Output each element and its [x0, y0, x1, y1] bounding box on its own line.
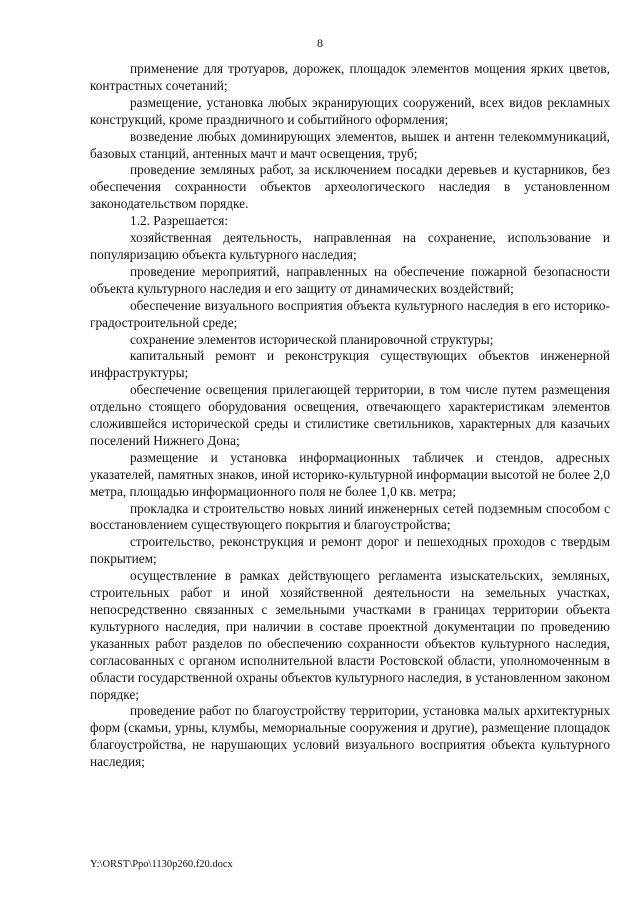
paragraph: осуществление в рамках действующего регламента изыскательских, земляных, строительных работ и иной хозяйственной деятельности на земельных участках, непосредственно связанных с земельными участками в границах территории объекта культурного наследия, при наличии в составе проектной документации по проведению указанных работ разделов по обеспечению сохранности объектов культурного наследия, согласованных с органом исполнительной власти Ростовской области, уполномоченным в области государственной охраны объектов культурного наследия, в установленном законом порядке; [90, 568, 610, 702]
paragraph: возведение любых доминирующих элементов, вышек и антенн телекоммуникаций, базовых станций, антенных мачт и мачт освещения, труб; [90, 128, 610, 161]
page-number: 8 [317, 36, 323, 50]
paragraph: капитальный ремонт и реконструкция существующих объектов инженерной инфраструктуры; [90, 348, 610, 381]
section-heading: 1.2. Разрешается: [130, 213, 229, 229]
paragraph: обеспечение освещения прилегающей территории, в том числе путем размещения отдельно стоящего оборудования освещения, отвечающего характеристикам элементов сложившейся исторической среды и стилистике светильников, характерных для казачьих поселений Нижнего Дона; [90, 382, 610, 448]
paragraph: прокладка и строительство новых линий инженерных сетей подземным способом с восстановлением существующего покрытия и благоустройства; [90, 500, 610, 533]
paragraph: обеспечение визуального восприятия объекта культурного наследия в его историко-градостроительной среде; [90, 297, 610, 330]
paragraph: размещение, установка любых экранирующих сооружений, всех видов рекламных конструкций, кроме праздничного и событийного оформления; [90, 94, 610, 127]
footer-file-path: Y:\ORST\Ppo\1130p260.f20.docx [90, 859, 233, 870]
document-body [90, 61, 610, 771]
paragraph: применение для тротуаров, дорожек, площадок элементов мощения ярких цветов, контрастных сочетаний; [90, 61, 610, 93]
paragraph: размещение и установка информационных табличек и стендов, адресных указателей, памятных знаков, иной историко-культурной информации высотой не более 2,0 метра, площадью информационного поля не более 1,0 кв. метра; [90, 449, 610, 499]
paragraph: проведение работ по благоустройству территории, установка малых архитектурных форм (скамьи, урны, клумбы, мемориальные сооружения и другие), размещение площадок благоустройства, не нарушающих условий визуального восприятия объекта культурного наследия; [90, 703, 610, 770]
paragraph: сохранение элементов исторической планировочной структуры; [130, 331, 494, 347]
paragraph: хозяйственная деятельность, направленная на сохранение, использование и популяризацию объекта культурного наследия; [90, 230, 610, 262]
paragraph: проведение земляных работ, за исключением посадки деревьев и кустарников, без обеспечения сохранности объектов археологического наследия в установленном законодательством порядке. [90, 162, 610, 212]
paragraph: строительство, реконструкция и ремонт дорог и пешеходных проходов с твердым покрытием; [90, 534, 610, 567]
paragraph: проведение мероприятий, направленных на обеспечение пожарной безопасности объекта культурного наследия и его защиту от динамических воздействий; [90, 263, 610, 296]
